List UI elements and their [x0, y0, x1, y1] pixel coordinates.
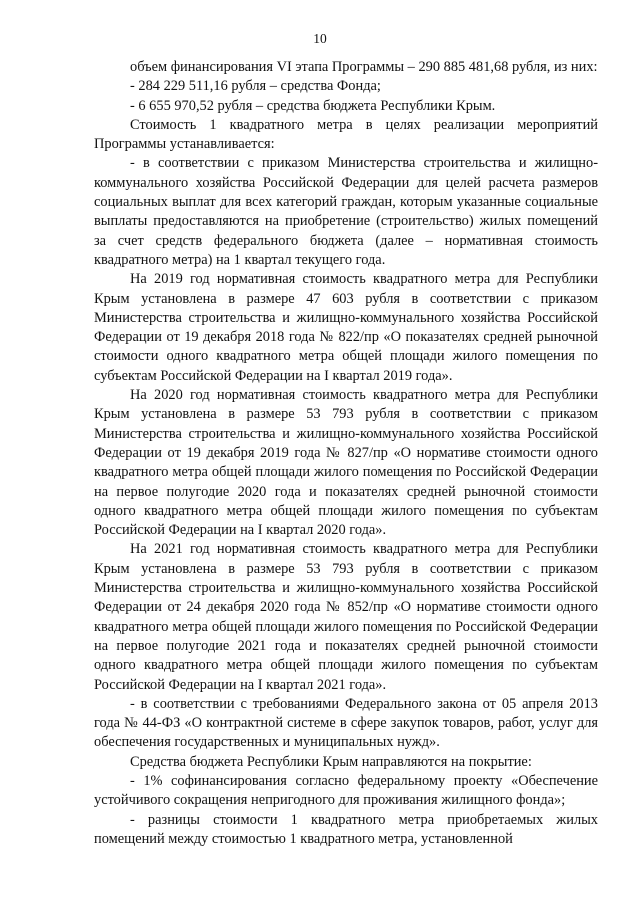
paragraph-year-2019: На 2019 год нормативная стоимость квадратного метра для Республики Крым установлена в размере 47 603 рубля в соответствии с приказом Министерства строительства и жилищно-коммунального хозяйства Российской Федерации от 19 декабря 2018 года № 822/пр «О показателях средней рыночной стоимости одного квадратного метра общей площади жилого помещения по субъектам Российской Федерации на I квартал 2019 года».	[94, 271, 598, 384]
paragraph-ministry-order: - в соответствии с приказом Министерства строительства и жилищно-коммунального хозяйства Российской Федерации для целей расчета размеров социальных выплат для всех категорий граждан, которым указанные социальные выплаты предоставляются на приобретение (строительство) жилых помещений за счет средств федерального бюджета (далее – нормативная стоимость квадратного метра) на 1 квартал текущего года.	[94, 155, 598, 268]
document-body	[94, 58, 598, 849]
paragraph-cofinancing: - 1% софинансирования согласно федеральному проекту «Обеспечение устойчивого сокращения непригодного для проживания жилищного фонда»;	[94, 772, 598, 809]
paragraph-fund-amount: - 284 229 511,16 рубля – средства Фонда;	[130, 78, 381, 95]
paragraph-federal-law: - в соответствии с требованиями Федерального закона от 05 апреля 2013 года № 44-ФЗ «О контрактной системе в сфере закупок товаров, работ, услуг для обеспечения государственных и муниципальных нужд».	[94, 695, 598, 751]
paragraph-year-2021: На 2021 год нормативная стоимость квадратного метра для Республики Крым установлена в размере 53 793 рубля в соответствии с приказом Министерства строительства и жилищно-коммунального хозяйства Российской Федерации от 24 декабря 2020 года № 852/пр «О нормативе стоимости одного квадратного метра общей площади жилого помещения по Российской Федерации на первое полугодие 2021 года и показателях средней рыночной стоимости одного квадратного метра общей площади жилого помещения по субъектам Российской Федерации на I квартал 2021 года».	[94, 541, 598, 693]
paragraph-budget-coverage: Средства бюджета Республики Крым направляются на покрытие:	[130, 753, 532, 770]
paragraph-year-2020: На 2020 год нормативная стоимость квадратного метра для Республики Крым установлена в размере 53 793 рубля в соответствии с приказом Министерства строительства и жилищно-коммунального хозяйства Российской Федерации от 19 декабря 2019 года № 827/пр «О нормативе стоимости одного квадратного метра общей площади жилого помещения по Российской Федерации на первое полугодие 2020 года и показателях средней рыночной стоимости одного квадратного метра общей площади жилого помещения по субъектам Российской Федерации на I квартал 2020 года».	[94, 387, 598, 539]
paragraph-cost-difference: - разницы стоимости 1 квадратного метра приобретаемых жилых помещений между стоимостью 1 квадратного метра, установленной	[94, 811, 598, 847]
page-number: 10	[313, 31, 327, 46]
paragraph-budget-amount: - 6 655 970,52 рубля – средства бюджета Республики Крым.	[130, 97, 496, 114]
paragraph-cost-intro: Стоимость 1 квадратного метра в целях реализации мероприятий Программы устанавливается:	[94, 116, 598, 153]
paragraph-financing-volume: объем финансирования VI этапа Программы – 290 885 481,68 рубля, из них:	[130, 59, 598, 75]
